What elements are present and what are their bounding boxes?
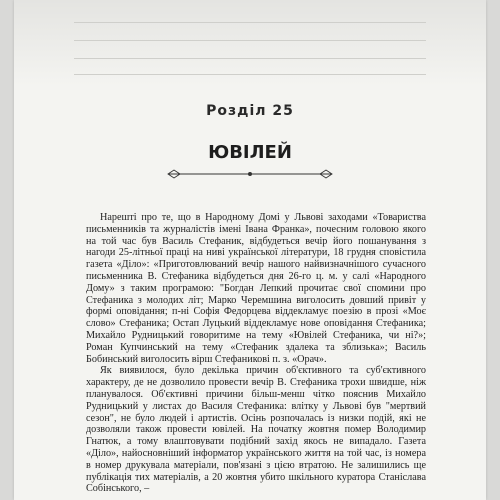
chapter-title: ЮВІЛЕЙ	[208, 142, 292, 163]
chapter-heading: Розділ 25	[206, 103, 294, 119]
paragraph-2: Як виявилося, було декілька причин об'єктивного та суб'єктивного характеру, де не дозволило провести вечір В. Стефаника трохи швидше, ніж планувалося. Об'єктивні причини більш-менш чітко пояснив Михайло Рудницький у листах до Василя Стефаника: влітку у Львові був "мертвий сезон", не було людей і артистів. Осінь розпочалась із низки подій, які не дозволяли також провести ювілей. На початку жовтня помер Володимир Гнатюк, а тому влаштовувати подібний захід якось не випадало. Газета «Діло», найосновніший інформатор українського життя на той час, із номера в номер друкувала матеріали, пов'язані з цією втратою. Не залишились ще публікація тих матеріалів, а 20 жовтня убито шкільного куратора Станіслава Собінського, –	[86, 365, 426, 495]
paragraph-1: Нарешті про те, що в Народному Домі у Львові заходами «Товариства письменників та журналістів імені Івана Франка», почесним головою якого на той час був Василь Стефаник, відбудеться вечір його пошанування з нагоди 25-літньої праці на ниві української літератури, 18 грудня сповістила газета «Діло»: «Приготовлюваний вечір нашого найвизначнішого сучасного письменника В. Стефаника відбудеться дня 26-го ц. м. у салі «Народного Дому» з таким програмою: "Богдан Лепкий прочитає свої спомини про Стефаника з молодих літ; Марко Черемшина виголосить довший привіт у формі оповідання; п-ні Софія Федорцева віддекламує поезію в прозі «Моє слово» Стефаника; Остап Луцький віддекламує нове оповідання Стефаника; Михайло Рудницький говоритиме на тему «Ювілей Стефаника, чи ні?»; Роман Купчинський на тему «Стефаник здалека та зблизька»; Василь Бобинський виголосить вірш Стефаникові п. з. «Орач».	[86, 212, 426, 365]
ornament-divider-icon	[162, 168, 338, 180]
bleed-through-area	[14, 0, 486, 86]
book-page	[14, 0, 486, 500]
body-text	[86, 212, 426, 495]
